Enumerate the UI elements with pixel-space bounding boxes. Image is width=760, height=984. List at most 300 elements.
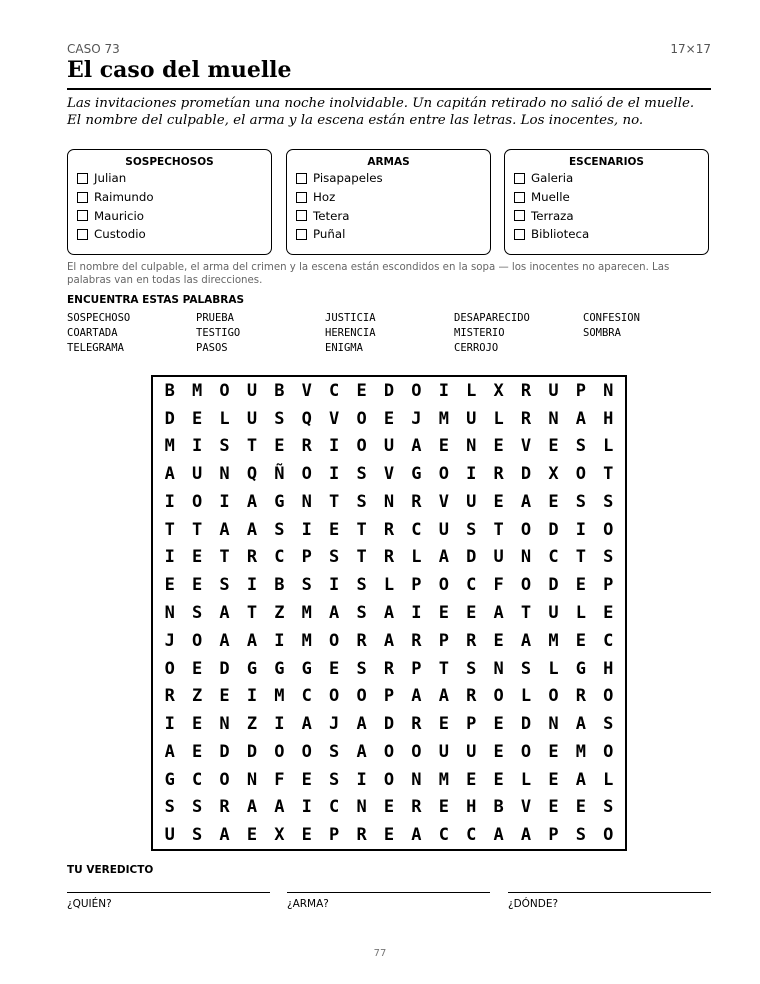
answer-who-field[interactable]: ¿QUIÉN? xyxy=(67,892,270,910)
answer-weapon-field[interactable]: ¿ARMA? xyxy=(287,892,490,910)
grid-cell[interactable]: E xyxy=(438,436,449,457)
grid-cell[interactable]: C xyxy=(411,519,422,540)
grid-cell[interactable]: T xyxy=(356,547,367,568)
option-item[interactable] xyxy=(505,188,708,207)
checkbox[interactable] xyxy=(296,229,307,240)
grid-cell[interactable]: I xyxy=(329,575,340,596)
grid-cell[interactable]: U xyxy=(548,380,559,401)
grid-cell[interactable]: N xyxy=(520,547,532,568)
grid-cell[interactable]: R xyxy=(411,797,422,818)
grid-cell[interactable]: N xyxy=(548,714,559,735)
grid-cell[interactable]: M xyxy=(548,630,559,651)
grid-cell[interactable]: O xyxy=(520,575,532,596)
grid-cell[interactable]: S xyxy=(520,658,532,679)
grid-cell[interactable]: R xyxy=(493,464,504,485)
grid-cell[interactable]: T xyxy=(246,602,258,623)
grid-cell[interactable]: R xyxy=(383,658,395,679)
grid-cell[interactable]: D xyxy=(164,408,175,429)
grid-cell[interactable]: R xyxy=(383,519,395,540)
grid-cell[interactable]: A xyxy=(575,769,586,790)
grid-cell[interactable]: O xyxy=(575,464,586,485)
checkbox[interactable] xyxy=(77,173,88,184)
grid-cell[interactable]: E xyxy=(493,769,504,790)
grid-cell[interactable]: S xyxy=(466,658,477,679)
grid-cell[interactable]: M xyxy=(575,741,586,762)
grid-cell[interactable]: I xyxy=(329,436,340,457)
grid-cell[interactable]: A xyxy=(411,686,422,707)
grid-cell[interactable]: E xyxy=(548,741,559,762)
grid-cell[interactable]: O xyxy=(301,464,312,485)
grid-cell[interactable]: C xyxy=(274,547,285,568)
grid-cell[interactable]: E xyxy=(383,408,395,429)
grid-cell[interactable]: S xyxy=(356,602,367,623)
grid-cell[interactable]: L xyxy=(603,436,614,457)
grid-cell[interactable]: N xyxy=(548,408,559,429)
grid-cell[interactable]: O xyxy=(383,741,395,762)
grid-cell[interactable]: U xyxy=(493,547,504,568)
grid-cell[interactable]: E xyxy=(329,519,340,540)
grid-cell[interactable]: D xyxy=(466,547,477,568)
grid-cell[interactable]: A xyxy=(575,408,586,429)
grid-cell[interactable]: O xyxy=(520,741,532,762)
grid-cell[interactable]: G xyxy=(301,658,312,679)
grid-cell[interactable]: O xyxy=(603,741,614,762)
grid-cell[interactable]: F xyxy=(493,575,504,596)
checkbox[interactable] xyxy=(296,173,307,184)
grid-cell[interactable]: U xyxy=(246,408,258,429)
grid-cell[interactable]: I xyxy=(301,519,312,540)
grid-cell[interactable]: P xyxy=(603,575,614,596)
grid-cell[interactable]: H xyxy=(466,797,477,818)
grid-cell[interactable]: I xyxy=(191,436,203,457)
grid-cell[interactable]: C xyxy=(191,769,203,790)
grid-cell[interactable]: E xyxy=(438,714,449,735)
grid-cell[interactable]: R xyxy=(411,491,422,512)
grid-cell[interactable]: C xyxy=(329,380,340,401)
grid-cell[interactable]: A xyxy=(274,797,285,818)
grid-cell[interactable]: C xyxy=(466,575,477,596)
grid-cell[interactable]: Z xyxy=(191,686,203,707)
grid-cell[interactable]: A xyxy=(164,741,175,762)
grid-cell[interactable]: A xyxy=(383,602,395,623)
grid-cell[interactable]: T xyxy=(520,602,532,623)
grid-cell[interactable]: S xyxy=(603,797,614,818)
grid-cell[interactable]: P xyxy=(575,380,586,401)
checkbox[interactable] xyxy=(514,173,525,184)
grid-cell[interactable]: A xyxy=(493,825,504,846)
grid-cell[interactable]: X xyxy=(493,380,504,401)
grid-cell[interactable]: L xyxy=(411,547,422,568)
grid-cell[interactable]: M xyxy=(301,630,312,651)
grid-cell[interactable]: U xyxy=(191,464,203,485)
grid-cell[interactable]: C xyxy=(548,547,559,568)
grid-cell[interactable]: D xyxy=(246,741,258,762)
grid-cell[interactable]: O xyxy=(356,686,367,707)
grid-cell[interactable]: P xyxy=(329,825,340,846)
grid-cell[interactable]: D xyxy=(383,714,395,735)
grid-cell[interactable]: R xyxy=(356,630,367,651)
grid-cell[interactable]: G xyxy=(164,769,175,790)
grid-cell[interactable]: E xyxy=(548,436,559,457)
grid-cell[interactable]: Z xyxy=(246,714,258,735)
grid-cell[interactable]: N xyxy=(219,714,230,735)
grid-cell[interactable]: N xyxy=(383,491,395,512)
grid-cell[interactable]: R xyxy=(520,408,532,429)
grid-cell[interactable]: O xyxy=(411,741,422,762)
grid-cell[interactable]: A xyxy=(164,464,175,485)
grid-cell[interactable]: S xyxy=(356,491,367,512)
option-item[interactable] xyxy=(68,206,271,225)
grid-cell[interactable]: A xyxy=(329,602,340,623)
grid-cell[interactable]: E xyxy=(383,797,395,818)
grid-cell[interactable]: E xyxy=(466,602,477,623)
grid-cell[interactable]: I xyxy=(466,464,477,485)
grid-cell[interactable]: S xyxy=(274,519,285,540)
option-item[interactable] xyxy=(68,169,271,188)
grid-cell[interactable]: L xyxy=(603,769,614,790)
grid-cell[interactable]: O xyxy=(383,769,395,790)
grid-cell[interactable]: O xyxy=(329,686,340,707)
grid-cell[interactable]: S xyxy=(329,547,340,568)
grid-cell[interactable]: E xyxy=(548,491,559,512)
grid-cell[interactable]: N xyxy=(164,602,175,623)
grid-cell[interactable]: E xyxy=(493,491,504,512)
grid-cell[interactable]: E xyxy=(493,630,504,651)
grid-cell[interactable]: N xyxy=(466,436,477,457)
grid-cell[interactable]: V xyxy=(383,464,395,485)
checkbox[interactable] xyxy=(77,229,88,240)
grid-cell[interactable]: E xyxy=(191,408,203,429)
grid-cell[interactable]: R xyxy=(466,630,477,651)
grid-cell[interactable]: O xyxy=(493,686,504,707)
option-item[interactable] xyxy=(505,206,708,225)
grid-cell[interactable]: I xyxy=(438,380,449,401)
grid-cell[interactable]: F xyxy=(274,769,285,790)
grid-cell[interactable]: S xyxy=(301,575,312,596)
grid-cell[interactable]: P xyxy=(466,714,477,735)
grid-cell[interactable]: C xyxy=(301,686,312,707)
grid-cell[interactable]: D xyxy=(520,714,532,735)
grid-cell[interactable]: M xyxy=(438,408,449,429)
grid-cell[interactable]: P xyxy=(548,825,559,846)
grid-cell[interactable]: O xyxy=(274,741,285,762)
grid-cell[interactable]: E xyxy=(438,797,449,818)
grid-cell[interactable]: J xyxy=(411,408,422,429)
grid-cell[interactable]: O xyxy=(329,630,340,651)
grid-cell[interactable]: N xyxy=(219,464,230,485)
grid-cell[interactable]: V xyxy=(520,436,532,457)
grid-cell[interactable]: A xyxy=(246,519,258,540)
grid-cell[interactable]: D xyxy=(383,380,395,401)
grid-cell[interactable]: T xyxy=(356,519,367,540)
checkbox[interactable] xyxy=(514,192,525,203)
grid-cell[interactable]: S xyxy=(575,825,586,846)
grid-cell[interactable]: U xyxy=(438,741,449,762)
grid-cell[interactable]: E xyxy=(438,602,449,623)
grid-cell[interactable]: S xyxy=(191,797,203,818)
grid-cell[interactable]: C xyxy=(466,825,477,846)
grid-cell[interactable]: M xyxy=(301,602,312,623)
grid-cell[interactable]: G xyxy=(246,658,258,679)
grid-cell[interactable]: I xyxy=(356,769,367,790)
grid-cell[interactable]: B xyxy=(493,797,504,818)
grid-cell[interactable]: O xyxy=(438,575,449,596)
grid-cell[interactable]: A xyxy=(246,630,258,651)
grid-cell[interactable]: N xyxy=(603,380,614,401)
grid-cell[interactable]: N xyxy=(301,491,312,512)
grid-cell[interactable]: O xyxy=(411,380,422,401)
grid-cell[interactable]: L xyxy=(493,408,504,429)
checkbox[interactable] xyxy=(514,229,525,240)
grid-cell[interactable]: S xyxy=(356,575,367,596)
option-item[interactable] xyxy=(287,188,490,207)
grid-cell[interactable]: A xyxy=(356,741,367,762)
grid-cell[interactable]: A xyxy=(246,491,258,512)
grid-cell[interactable]: E xyxy=(191,741,203,762)
grid-cell[interactable]: A xyxy=(520,630,532,651)
grid-cell[interactable]: E xyxy=(301,769,312,790)
grid-cell[interactable]: A xyxy=(438,686,449,707)
grid-cell[interactable]: S xyxy=(603,547,614,568)
grid-cell[interactable]: O xyxy=(548,686,559,707)
grid-cell[interactable]: R xyxy=(466,686,477,707)
grid-cell[interactable]: B xyxy=(274,575,285,596)
grid-cell[interactable]: L xyxy=(466,380,477,401)
grid-cell[interactable]: E xyxy=(575,797,586,818)
grid-cell[interactable]: A xyxy=(438,547,449,568)
grid-cell[interactable]: E xyxy=(191,658,203,679)
grid-cell[interactable]: S xyxy=(356,658,367,679)
grid-cell[interactable]: S xyxy=(191,825,203,846)
grid-cell[interactable]: H xyxy=(603,408,614,429)
grid-cell[interactable]: J xyxy=(164,630,175,651)
grid-cell[interactable]: D xyxy=(548,575,559,596)
grid-cell[interactable]: A xyxy=(219,825,230,846)
grid-cell[interactable]: L xyxy=(520,769,532,790)
grid-cell[interactable]: N xyxy=(246,769,258,790)
grid-cell[interactable]: I xyxy=(164,547,175,568)
grid-cell[interactable]: E xyxy=(191,714,203,735)
grid-cell[interactable]: E xyxy=(548,797,559,818)
grid-cell[interactable]: A xyxy=(383,630,395,651)
grid-cell[interactable]: T xyxy=(246,436,258,457)
grid-cell[interactable]: T xyxy=(164,519,175,540)
grid-cell[interactable]: U xyxy=(164,825,175,846)
checkbox[interactable] xyxy=(77,210,88,221)
grid-cell[interactable]: G xyxy=(274,491,285,512)
grid-cell[interactable]: S xyxy=(575,436,586,457)
grid-cell[interactable]: I xyxy=(219,491,230,512)
grid-cell[interactable]: U xyxy=(466,491,477,512)
grid-cell[interactable]: S xyxy=(356,464,367,485)
grid-cell[interactable]: Ñ xyxy=(274,464,285,485)
grid-cell[interactable]: E xyxy=(274,436,285,457)
grid-cell[interactable]: C xyxy=(603,630,614,651)
grid-cell[interactable]: Q xyxy=(246,464,258,485)
grid-cell[interactable]: M xyxy=(164,436,175,457)
grid-cell[interactable]: A xyxy=(219,602,230,623)
grid-cell[interactable]: C xyxy=(438,825,449,846)
grid-cell[interactable]: R xyxy=(411,630,422,651)
grid-cell[interactable]: I xyxy=(274,714,285,735)
grid-cell[interactable]: I xyxy=(411,602,422,623)
grid-cell[interactable]: I xyxy=(575,519,586,540)
checkbox[interactable] xyxy=(296,210,307,221)
grid-cell[interactable]: E xyxy=(493,436,504,457)
grid-cell[interactable]: I xyxy=(329,464,340,485)
word-search-grid[interactable] xyxy=(151,375,627,851)
grid-cell[interactable]: U xyxy=(438,519,449,540)
grid-cell[interactable]: E xyxy=(301,825,312,846)
grid-cell[interactable]: B xyxy=(274,380,285,401)
grid-cell[interactable]: E xyxy=(356,380,367,401)
grid-cell[interactable]: S xyxy=(329,741,340,762)
grid-cell[interactable]: T xyxy=(603,464,614,485)
grid-cell[interactable]: E xyxy=(191,575,203,596)
grid-cell[interactable]: E xyxy=(219,686,230,707)
grid-cell[interactable]: D xyxy=(548,519,559,540)
grid-cell[interactable]: I xyxy=(301,797,312,818)
grid-cell[interactable]: X xyxy=(274,825,285,846)
grid-cell[interactable]: T xyxy=(329,491,340,512)
grid-cell[interactable]: L xyxy=(548,658,559,679)
grid-cell[interactable]: M xyxy=(274,686,285,707)
grid-cell[interactable]: O xyxy=(219,769,230,790)
grid-cell[interactable]: M xyxy=(191,380,203,401)
grid-cell[interactable]: A xyxy=(301,714,312,735)
grid-cell[interactable]: Q xyxy=(301,408,312,429)
checkbox[interactable] xyxy=(514,210,525,221)
grid-cell[interactable]: O xyxy=(164,658,175,679)
grid-cell[interactable]: O xyxy=(356,436,367,457)
grid-cell[interactable]: P xyxy=(411,575,422,596)
option-item[interactable] xyxy=(287,169,490,188)
grid-cell[interactable]: O xyxy=(438,464,449,485)
checkbox[interactable] xyxy=(296,192,307,203)
grid-cell[interactable]: E xyxy=(603,602,614,623)
grid-cell[interactable]: P xyxy=(438,630,449,651)
grid-cell[interactable]: O xyxy=(191,491,203,512)
grid-cell[interactable]: S xyxy=(329,769,340,790)
grid-cell[interactable]: O xyxy=(191,630,203,651)
grid-cell[interactable]: H xyxy=(603,658,614,679)
grid-cell[interactable]: O xyxy=(603,519,614,540)
grid-cell[interactable]: S xyxy=(219,436,230,457)
grid-cell[interactable]: I xyxy=(274,630,285,651)
grid-cell[interactable]: T xyxy=(191,519,203,540)
grid-cell[interactable]: B xyxy=(164,380,175,401)
grid-cell[interactable]: R xyxy=(246,547,258,568)
grid-cell[interactable]: O xyxy=(603,686,614,707)
grid-cell[interactable]: G xyxy=(411,464,422,485)
grid-cell[interactable]: G xyxy=(575,658,586,679)
grid-cell[interactable]: Z xyxy=(274,602,285,623)
grid-cell[interactable]: R xyxy=(219,797,230,818)
grid-cell[interactable]: I xyxy=(246,575,258,596)
grid-cell[interactable]: R xyxy=(383,547,395,568)
grid-cell[interactable]: D xyxy=(520,464,532,485)
grid-cell[interactable]: S xyxy=(466,519,477,540)
grid-cell[interactable]: T xyxy=(493,519,504,540)
grid-cell[interactable]: E xyxy=(548,769,559,790)
grid-cell[interactable]: E xyxy=(466,769,477,790)
grid-cell[interactable]: U xyxy=(466,408,477,429)
grid-cell[interactable]: R xyxy=(164,686,175,707)
grid-cell[interactable]: V xyxy=(301,380,312,401)
grid-cell[interactable]: M xyxy=(438,769,449,790)
grid-cell[interactable]: R xyxy=(411,714,422,735)
grid-cell[interactable]: E xyxy=(493,714,504,735)
grid-cell[interactable]: U xyxy=(246,380,258,401)
grid-cell[interactable]: O xyxy=(301,741,312,762)
grid-cell[interactable]: S xyxy=(191,602,203,623)
grid-cell[interactable]: O xyxy=(356,408,367,429)
option-item[interactable] xyxy=(287,206,490,225)
grid-cell[interactable]: S xyxy=(274,408,285,429)
grid-cell[interactable]: T xyxy=(219,547,230,568)
grid-cell[interactable]: U xyxy=(466,741,477,762)
grid-cell[interactable]: A xyxy=(219,630,230,651)
grid-cell[interactable]: A xyxy=(219,519,230,540)
grid-cell[interactable]: E xyxy=(329,658,340,679)
grid-cell[interactable]: S xyxy=(603,491,614,512)
grid-cell[interactable]: R xyxy=(356,825,367,846)
grid-cell[interactable]: U xyxy=(383,436,395,457)
grid-cell[interactable]: I xyxy=(246,686,258,707)
option-item[interactable] xyxy=(68,225,271,244)
grid-cell[interactable]: T xyxy=(438,658,449,679)
grid-cell[interactable]: E xyxy=(164,575,175,596)
grid-cell[interactable]: S xyxy=(603,714,614,735)
grid-cell[interactable]: E xyxy=(383,825,395,846)
grid-cell[interactable]: P xyxy=(411,658,422,679)
grid-cell[interactable]: A xyxy=(575,714,586,735)
grid-cell[interactable]: X xyxy=(548,464,559,485)
option-item[interactable] xyxy=(505,169,708,188)
grid-cell[interactable]: P xyxy=(383,686,395,707)
option-item[interactable] xyxy=(287,225,490,244)
grid-cell[interactable]: L xyxy=(520,686,532,707)
grid-cell[interactable]: A xyxy=(411,436,422,457)
grid-cell[interactable]: L xyxy=(575,602,586,623)
option-item[interactable] xyxy=(68,188,271,207)
grid-cell[interactable]: R xyxy=(520,380,532,401)
grid-cell[interactable]: E xyxy=(246,825,258,846)
grid-cell[interactable]: A xyxy=(493,602,504,623)
grid-cell[interactable]: V xyxy=(329,408,340,429)
grid-cell[interactable]: A xyxy=(246,797,258,818)
grid-cell[interactable]: A xyxy=(356,714,367,735)
grid-cell[interactable]: A xyxy=(411,825,422,846)
grid-cell[interactable]: O xyxy=(520,519,532,540)
grid-cell[interactable]: A xyxy=(520,491,532,512)
grid-cell[interactable]: O xyxy=(603,825,614,846)
grid-cell[interactable]: I xyxy=(164,714,175,735)
grid-cell[interactable]: V xyxy=(520,797,532,818)
grid-cell[interactable]: D xyxy=(219,658,230,679)
grid-cell[interactable]: S xyxy=(219,575,230,596)
grid-cell[interactable]: R xyxy=(575,686,586,707)
grid-cell[interactable]: L xyxy=(383,575,395,596)
grid-cell[interactable]: N xyxy=(411,769,422,790)
grid-cell[interactable]: E xyxy=(191,547,203,568)
grid-cell[interactable]: O xyxy=(219,380,230,401)
grid-cell[interactable]: C xyxy=(329,797,340,818)
grid-cell[interactable]: E xyxy=(575,575,586,596)
grid-cell[interactable]: S xyxy=(164,797,175,818)
grid-cell[interactable]: N xyxy=(493,658,504,679)
option-item[interactable] xyxy=(505,225,708,244)
